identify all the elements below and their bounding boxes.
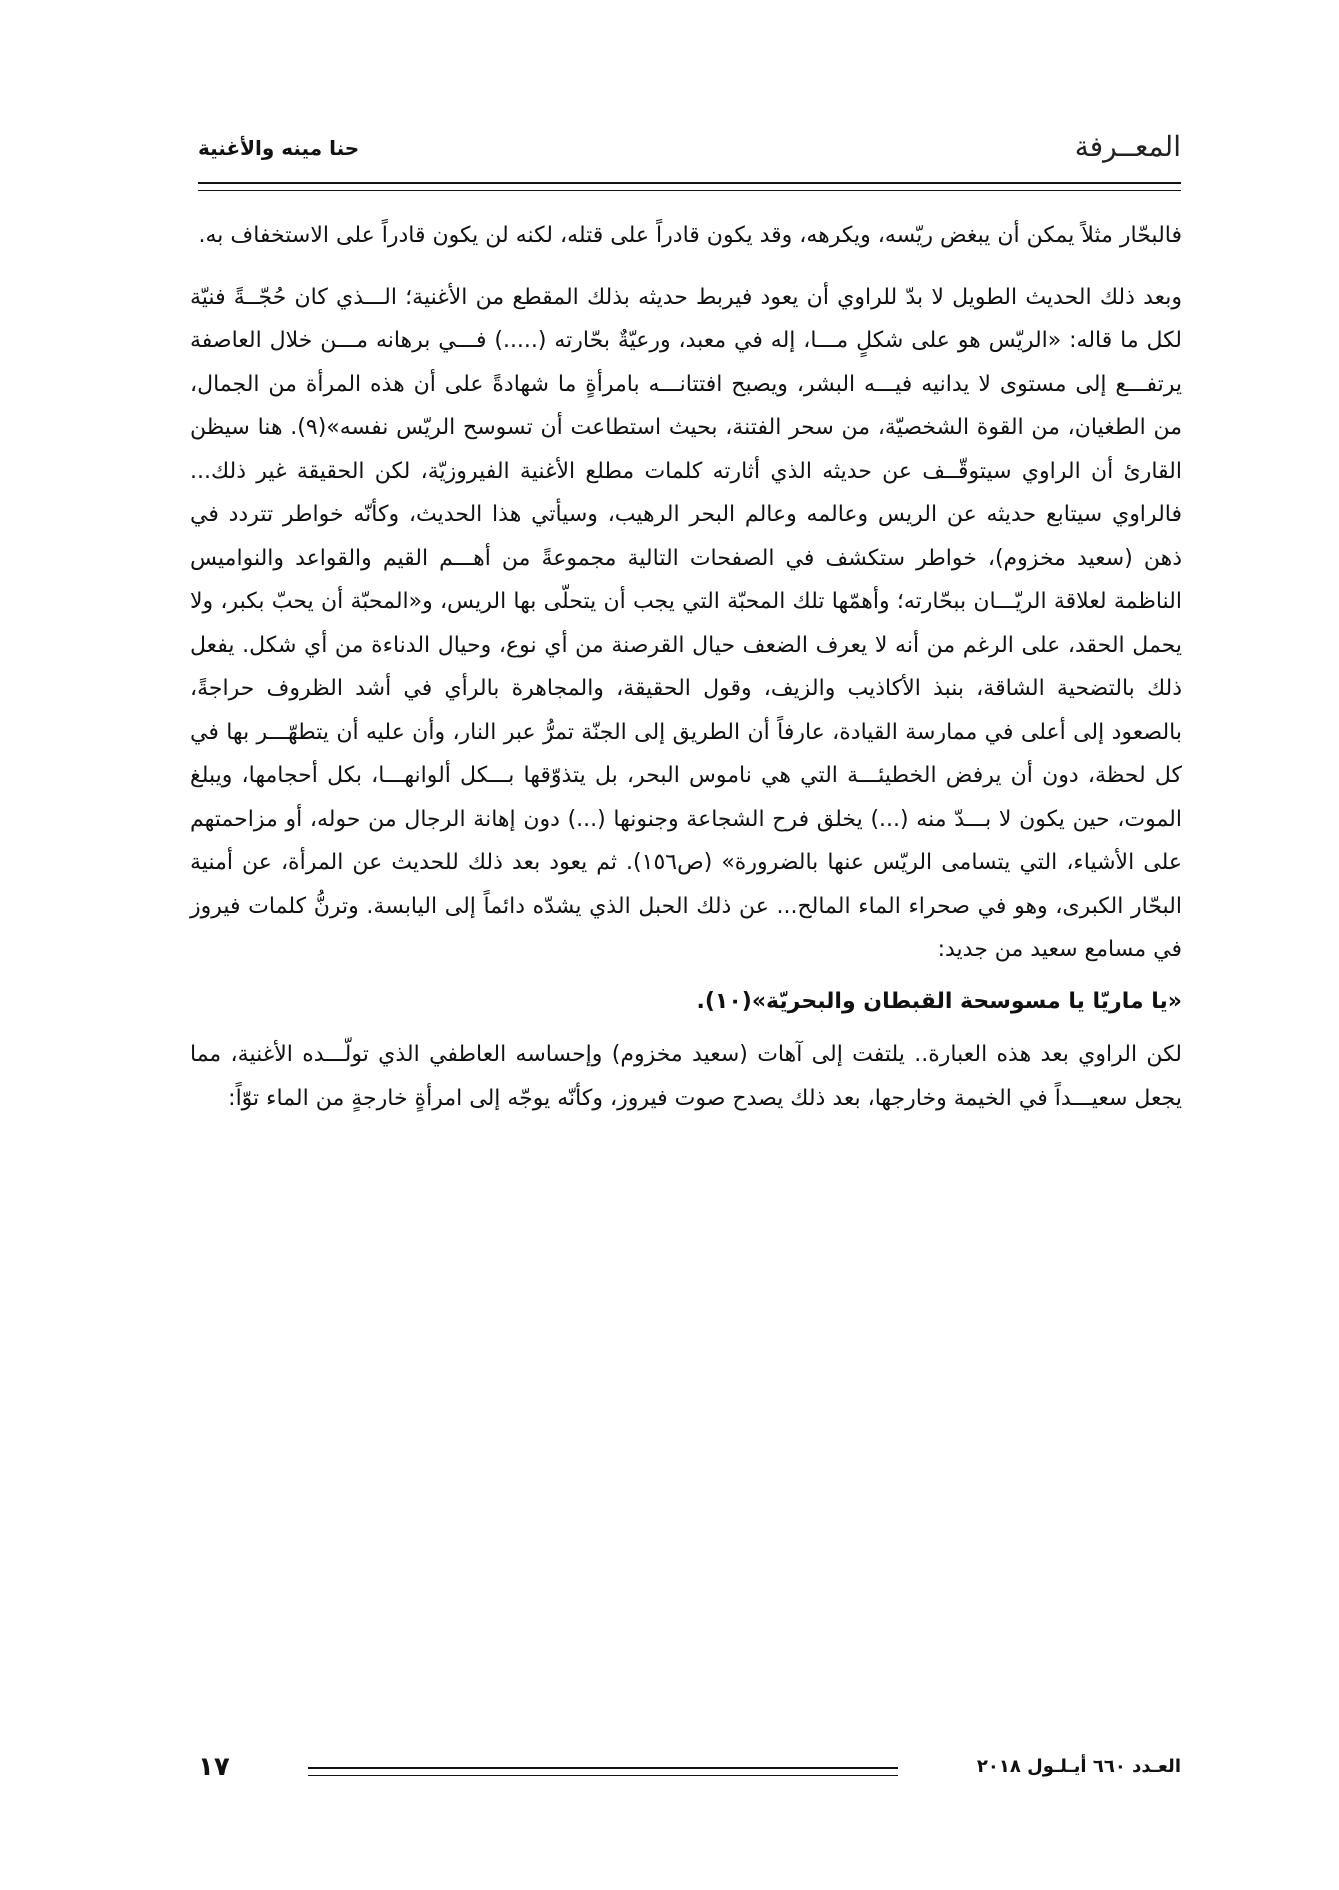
page-number: ١٧ <box>198 1752 230 1782</box>
magazine-logo: المعــرفة <box>1074 130 1181 163</box>
paragraph-2: وبعد ذلك الحديث الطويل لا بدّ للراوي أن يعود فيربط حديثه بذلك المقطع من الأغنية؛ الـــذي كان حُجّــةً فنيّة لكل ما قاله: «الريّس هو على شكلٍ مـــا، إله في معبد، ورعيّةٌ بحّارته (.....) فـــي برهانه مـــن خلال العاصفة يرتفـــع إلى مستوى لا يدانيه فيـــه البشر، ويصبح افتتانـــه بامرأةٍ ما شهادةً على أن هذه المرأة من الجمال، من الطغيان، من القوة الشخصيّة، من سحر الفتنة، بحيث استطاعت أن تسوسح الريّس نفسه»(٩). هنا سيظن القارئ أن الراوي سيتوقّــف عن حديثه الذي أثارته كلمات مطلع الأغنية الفيروزيّة، لكن الحقيقة غير ذلك... فالراوي سيتابع حديثه عن الريس وعالمه وعالم البحر الرهيب، وسيأتي هذا الحديث، وكأنّه خواطر تتردد في ذهن (سعيد مخزوم)، خواطر ستكشف في الصفحات التالية مجموعةً من أهـــم القيم والقواعد والنواميس الناظمة لعلاقة الريّـــان ببحّارته؛ وأهمّها تلك المحبّة التي يجب أن يتحلّى بها الريس، و«المحبّة أن يحبّ بكبر، ولا يحمل الحقد، على الرغم من أنه لا يعرف الضعف حيال القرصنة من أي نوع، وحيال الدناءة من أي شكل. يفعل ذلك بالتضحية الشاقة، بنبذ الأكاذيب والزيف، وقول الحقيقة، والمجاهرة بالرأي في أشد الظروف حراجةً، بالصعود إلى أعلى في ممارسة القيادة، عارفاً أن الطريق إلى الجنّة تمرُّ عبر النار، وأن عليه أن يتطهّـــر بها في كل لحظة، دون أن يرفض الخطيئـــة التي هي ناموس البحر، بل يتذوّقها بـــكل ألوانهـــا، بكل أحجامها، ويبلغ الموت، حين يكون لا بـــدّ منه (...) يخلق فرح الشجاعة وجنونها (...) دون إهانة الرجال من حوله، أو مزاحمتهم على الأشياء، التي يتسامى الريّس عنها بالضرورة» (ص١٥٦). ثم يعود بعد ذلك للحديث عن المرأة، عن أمنية البحّار الكبرى، وهو في صحراء الماء المالح... عن ذلك الحبل الذي يشدّه دائماً إلى اليابسة. وترنُّ كلمات فيروز في مسامع سعيد من جديد: <box>190 284 1182 962</box>
page-footer <box>198 1752 1181 1788</box>
article-body <box>190 214 1182 1120</box>
song-quote: «يا ماريّا يا مسوسحة القبطان والبحريّة»(١٠). <box>696 988 1182 1014</box>
footer-rule <box>308 1767 898 1776</box>
running-title: حنا مينه والأغنية <box>198 136 360 160</box>
page-header <box>198 130 1181 176</box>
paragraph-1: فالبحّار مثلاً يمكن أن يبغض ريّسه، ويكرهه، وقد يكون قادراً على قتله، لكنه لن يكون قادراً على الاستخفاف به. <box>198 223 1182 248</box>
issue-label: العـدد ٦٦٠ أيـلـول ٢٠١٨ <box>976 1756 1181 1777</box>
header-rule <box>198 182 1181 191</box>
paragraph-3: لكن الراوي بعد هذه العبارة.. يلتفت إلى آهات (سعيد مخزوم) وإحساسه العاطفي الذي تولّـــده الأغنية، مما يجعل سعيـــداً في الخيمة وخارجها، بعد ذلك يصدح صوت فيروز، وكأنّه يوجّه إلى امرأةٍ خارجةٍ من الماء توّاً: <box>190 1042 1182 1111</box>
